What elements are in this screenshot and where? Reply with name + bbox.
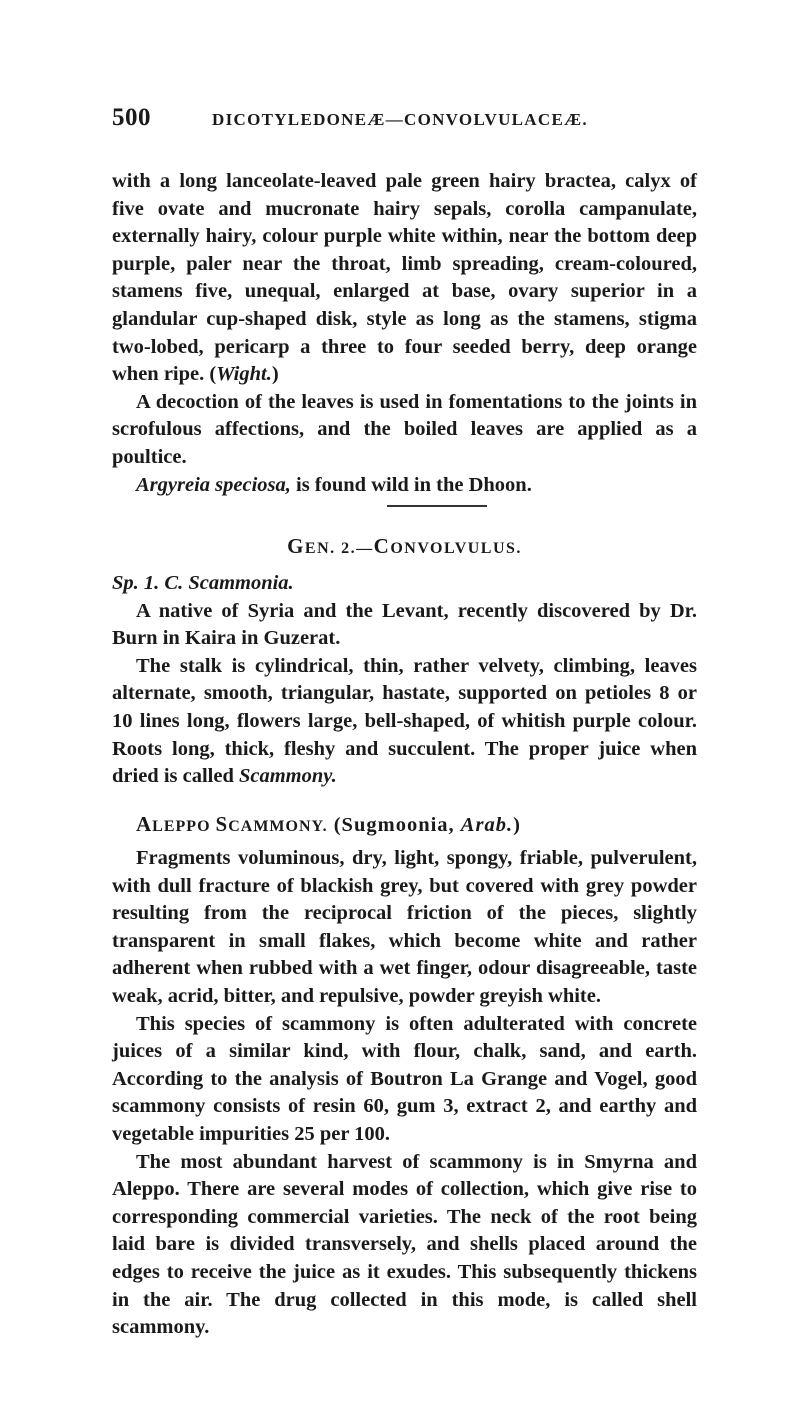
species-name: Argyreia speciosa, bbox=[136, 473, 291, 496]
running-head-title: DICOTYLEDONEÆ—CONVOLVULACEÆ. bbox=[212, 110, 588, 129]
heading-cap: A bbox=[136, 812, 153, 836]
paragraph: A decoction of the leaves is used in fomentations to the joints in scrofulous affections, and the boiled leaves are applied as a poultice. bbox=[112, 390, 697, 468]
page-number: 500 bbox=[112, 104, 151, 131]
paragraph-text: is found wild in the Dhoon. bbox=[290, 473, 532, 496]
text-block-1 bbox=[112, 168, 697, 499]
cite-open: ( bbox=[204, 363, 217, 386]
paragraph: A native of Syria and the Levant, recently discovered by Dr. Burn in Kaira in Guzerat. bbox=[112, 599, 697, 650]
paragraph bbox=[112, 653, 697, 791]
species-label: Sp. 1. C. Scammonia. bbox=[112, 572, 294, 594]
section-divider bbox=[387, 505, 487, 507]
heading-text: EN. 2.— bbox=[304, 540, 374, 557]
scammony-term: Scammony. bbox=[238, 765, 337, 788]
paragraph: Fragments voluminous, dry, light, spongy, friable, pulverulent, with dull fracture of blackish grey, but covered with grey powder resulting from the reciprocal friction of the pieces, slightly transparent in small flakes, which become white and rather adherent when rubbed with a wet finger, odour disagreeable, taste weak, acrid, bitter, and repulsive, powder greyish white. bbox=[112, 847, 697, 1007]
heading-paren: (Sugmoonia, bbox=[327, 814, 461, 836]
aleppo-scammony-heading bbox=[136, 812, 521, 837]
heading-text: LEPPO bbox=[152, 818, 216, 835]
citation-wight: Wight. bbox=[216, 363, 272, 386]
text-block-2 bbox=[112, 570, 697, 791]
paragraph-text: with a long lanceolate-leaved pale green hairy bractea, calyx of five ovate and mucronate hairy sepals, corolla campanulate, externally hairy, colour purple white within, near the bottom deep purple, paler near the throat, limb spreading, cream-coloured, stamens five, unequal, enlarged at base, ovary superior in a glandular cup-shaped disk, style as long as the stamens, stigma two-lobed, pericarp a three to four seeded berry, deep orange when ripe. bbox=[112, 170, 697, 386]
running-head bbox=[112, 104, 702, 138]
paragraph bbox=[112, 168, 697, 389]
heading-arab: Arab. bbox=[460, 814, 514, 836]
genus-heading bbox=[112, 534, 697, 559]
heading-cap: C bbox=[373, 534, 391, 558]
heading-cap: S bbox=[215, 812, 229, 836]
paragraph-text: The stalk is cylindrical, thin, rather velvety, climbing, leaves alternate, smooth, triangular, hastate, supported on petioles 8 or 10 lines long, flowers large, bell-shaped, of whitish purple colour. Roots long, thick, fleshy and succulent. The proper juice when dried is called bbox=[112, 654, 697, 788]
heading-paren-close: ) bbox=[513, 814, 521, 836]
paragraph: This species of scammony is often adulterated with concrete juices of a similar kind, with flour, chalk, sand, and earth. According to the analysis of Boutron La Grange and Vogel, good scammony consists of resin 60, gum 3, extract 2, and earthy and vegetable impurities 25 per 100. bbox=[112, 1012, 697, 1145]
heading-text: ONVOLVULUS. bbox=[390, 540, 522, 557]
paragraph bbox=[112, 472, 697, 500]
cite-close: ) bbox=[271, 363, 279, 386]
heading-text: CAMMONY. bbox=[228, 818, 328, 835]
text-block-3 bbox=[112, 845, 697, 1342]
heading-cap: G bbox=[287, 534, 305, 558]
paragraph: The most abundant harvest of scammony is in Smyrna and Aleppo. There are several modes of collection, which give rise to corresponding commercial varieties. The neck of the root being laid bare is divided transversely, and shells placed around the edges to receive the juice as it exudes. This subsequently thickens in the air. The drug collected in this mode, is called shell scammony. bbox=[112, 1150, 697, 1339]
